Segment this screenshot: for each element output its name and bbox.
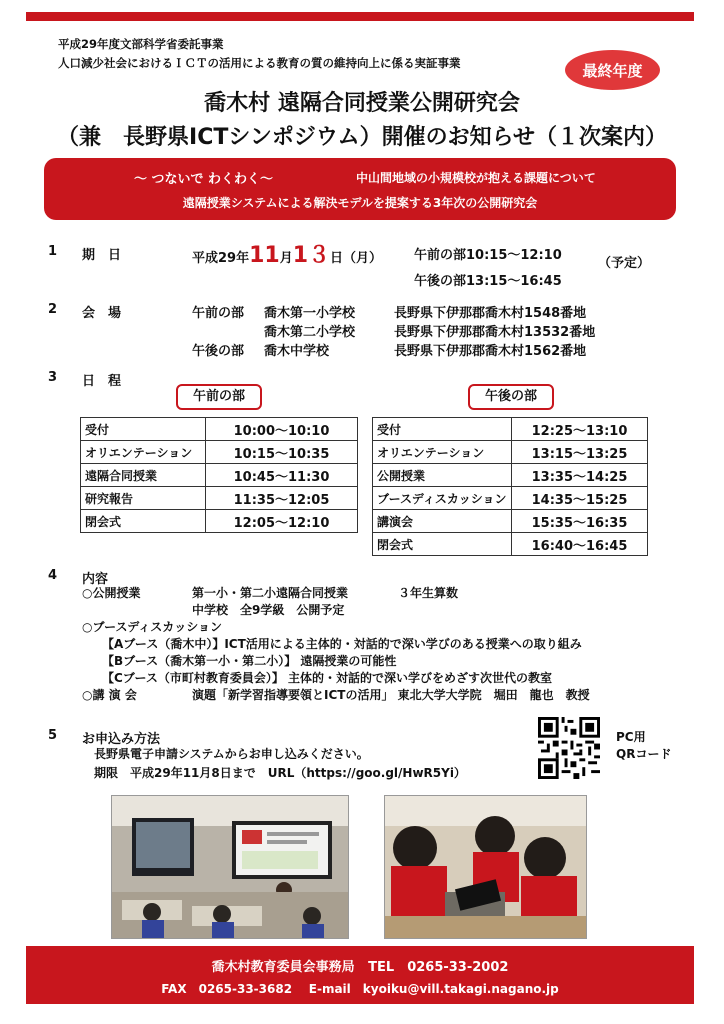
section-label-content: 内容 xyxy=(82,572,109,587)
am-tag: 午前の部 xyxy=(176,384,262,410)
page-title: 喬木村 遠隔合同授業公開研究会 xyxy=(204,91,520,116)
qr-code[interactable] xyxy=(537,717,601,779)
booth-b: 【Bブース（喬木第一小・第二小）】 遠隔授業の可能性 xyxy=(102,654,397,668)
date-month: 11 xyxy=(249,243,280,268)
section-label-venue: 会 場 xyxy=(82,306,122,321)
section-number: 4 xyxy=(48,568,58,583)
table-cell: 13:35～14:25 xyxy=(512,464,648,487)
table-cell: 12:05～12:10 xyxy=(206,510,358,533)
table-cell: 受付 xyxy=(373,418,512,441)
table-row xyxy=(373,533,648,556)
venue-address: 長野県下伊那郡喬木村1548番地 xyxy=(394,306,587,321)
table-cell: 15:35～16:35 xyxy=(512,510,648,533)
table-cell: ブースディスカッション xyxy=(373,487,512,510)
date-month-unit: 月 xyxy=(279,251,293,266)
table-cell: 研究報告 xyxy=(81,487,206,510)
am-schedule-table xyxy=(80,417,358,533)
footer-email[interactable]: E-mail kyoiku@vill.takagi.nagano.jp xyxy=(308,982,559,996)
qr-label: QRコード xyxy=(616,747,672,761)
apply-instruction: 長野県電子申請システムからお申し込みください。 xyxy=(94,747,369,761)
footer-fax: FAX 0265-33-3682 xyxy=(161,982,293,996)
table-row xyxy=(373,464,648,487)
table-row xyxy=(373,441,648,464)
date-day: 1３ xyxy=(292,243,331,268)
table-cell: 遠隔合同授業 xyxy=(81,464,206,487)
section-number: 1 xyxy=(48,244,58,259)
table-cell: 閉会式 xyxy=(373,533,512,556)
table-row xyxy=(373,487,648,510)
section-label-schedule: 日 程 xyxy=(82,374,122,389)
table-row xyxy=(373,510,648,533)
table-cell: 10:15～10:35 xyxy=(206,441,358,464)
section-label-apply: お申込み方法 xyxy=(82,732,161,747)
venue-address: 長野県下伊那郡喬木村1562番地 xyxy=(394,344,587,359)
section-number: 5 xyxy=(48,728,58,743)
table-cell: オリエンテーション xyxy=(373,441,512,464)
footer-tel: TEL 0265-33-2002 xyxy=(368,960,509,975)
table-cell: 10:00～10:10 xyxy=(206,418,358,441)
table-cell: オリエンテーション xyxy=(81,441,206,464)
qr-label-pc: PC用 xyxy=(616,730,646,744)
footer-org: 喬木村教育委員会事務局 xyxy=(211,960,355,975)
date-day-unit: 日（月） xyxy=(330,251,383,266)
item-open-class: ○公開授業 xyxy=(82,586,141,600)
top-red-bar xyxy=(26,12,694,21)
table-cell: 講演会 xyxy=(373,510,512,533)
pm-tag: 午後の部 xyxy=(468,384,554,410)
item-lecture: ○講 演 会 xyxy=(82,688,137,702)
pm-schedule-table xyxy=(372,417,648,556)
am-time: 午前の部10:15～12:10 xyxy=(414,248,562,263)
table-cell: 受付 xyxy=(81,418,206,441)
table-row xyxy=(81,464,358,487)
theme-banner xyxy=(44,158,676,220)
footer-line2 xyxy=(26,980,694,997)
apply-deadline-url[interactable]: 期限 平成29年11月8日まで URL（https://goo.gl/HwR5Yi） xyxy=(94,766,466,780)
table-row xyxy=(81,441,358,464)
header-project: 人口減少社会におけるＩＣＴの活用による教育の質の維持向上に係る実証事業 xyxy=(58,56,461,70)
table-cell: 13:15～13:25 xyxy=(512,441,648,464)
booth-c: 【Cブース（市町村教育委員会）】 主体的・対話的で深い学びをめざす次世代の教室 xyxy=(102,671,553,685)
table-row xyxy=(81,510,358,533)
table-cell: 11:35～12:05 xyxy=(206,487,358,510)
lecture-detail: 演題「新学習指導要領とICTの活用」 東北大学大学院 堀田 龍也 教授 xyxy=(192,688,590,702)
table-cell: 閉会式 xyxy=(81,510,206,533)
booth-a: 【Aブース（喬木中）】ICT活用による主体的・対話的で深い学びのある授業への取り組み xyxy=(102,637,582,651)
table-cell: 14:35～15:25 xyxy=(512,487,648,510)
banner-issue: 中山間地域の小規模校が抱える課題について xyxy=(356,171,596,185)
event-date xyxy=(192,238,382,269)
section-label-date: 期 日 xyxy=(82,248,122,263)
venue-part: 午後の部 xyxy=(192,344,245,359)
page-subtitle: （兼 長野県ICTシンポジウム）開催のお知らせ（１次案内） xyxy=(57,125,667,150)
schedule-note: （予定） xyxy=(598,256,651,271)
footer-line1 xyxy=(26,956,694,975)
date-era-year: 平成29年 xyxy=(192,251,250,266)
final-year-badge: 最終年度 xyxy=(565,50,660,90)
table-cell: 16:40～16:45 xyxy=(512,533,648,556)
classroom-remote-screen-photo xyxy=(111,795,349,939)
table-cell: 10:45～11:30 xyxy=(206,464,358,487)
header-sponsor: 平成29年度文部科学省委託事業 xyxy=(58,37,224,51)
pm-time: 午後の部13:15～16:45 xyxy=(414,274,562,289)
section-number: 3 xyxy=(48,370,58,385)
venue-school: 喬木中学校 xyxy=(264,344,330,359)
table-cell: 公開授業 xyxy=(373,464,512,487)
table-cell: 12:25～13:10 xyxy=(512,418,648,441)
table-row xyxy=(373,418,648,441)
footer-contact xyxy=(26,946,694,1004)
section-number: 2 xyxy=(48,302,58,317)
venue-part: 午前の部 xyxy=(192,306,245,321)
open-class-grade: ３年生算数 xyxy=(398,586,459,600)
venue-school: 喬木第二小学校 xyxy=(264,325,356,340)
item-booth-discussion: ○ブースディスカッション xyxy=(82,620,222,634)
open-class-detail: 第一小・第二小遠隔合同授業 xyxy=(192,586,349,600)
banner-description: 遠隔授業システムによる解決モデルを提案する3年次の公開研究会 xyxy=(182,196,538,210)
table-row xyxy=(81,487,358,510)
table-row xyxy=(81,418,358,441)
open-class-junior: 中学校 全9学級 公開予定 xyxy=(192,603,345,617)
venue-school: 喬木第一小学校 xyxy=(264,306,356,321)
students-tablet-photo xyxy=(384,795,587,939)
banner-slogan: ～ つないで わくわく～ xyxy=(134,172,274,187)
venue-address: 長野県下伊那郡喬木村13532番地 xyxy=(394,325,596,340)
